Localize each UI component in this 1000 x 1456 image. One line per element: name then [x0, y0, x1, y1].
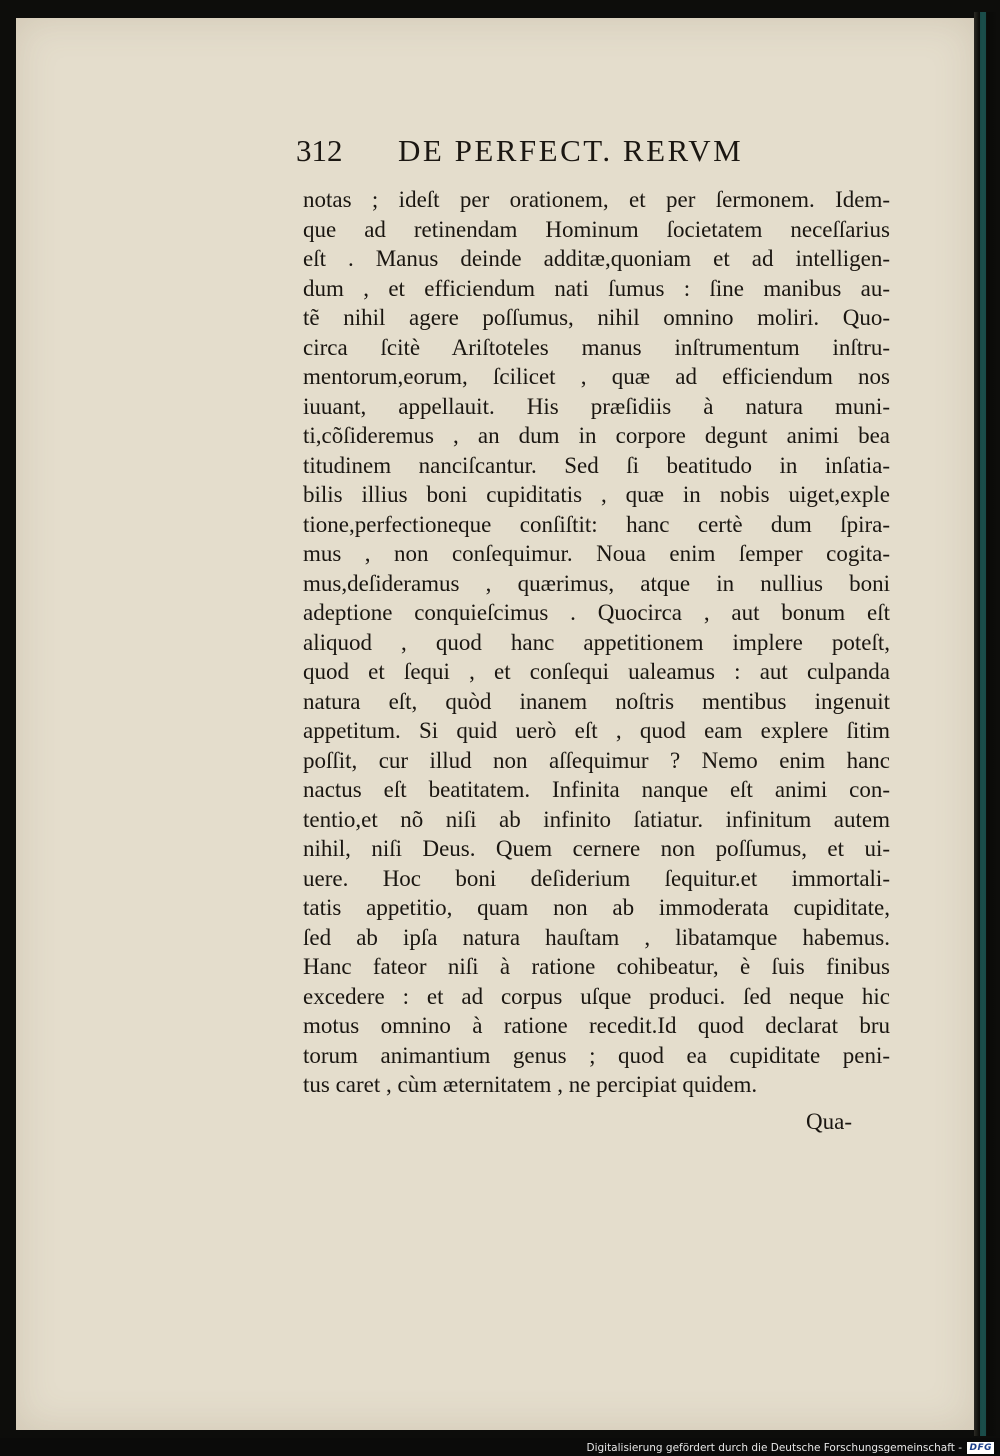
text-line: nactus eſt beatitatem. Infinita nanque eſt animi con-: [303, 777, 890, 802]
text-line: dum , et efficiendum nati ſumus : ſine manibus au-: [303, 275, 890, 301]
text-line: mus,deſideramus , quærimus, atque in nullius boni: [303, 570, 890, 596]
digitization-credit: Digitalisierung gefördert durch die Deutsche Forschungsgemeinschaft -: [586, 1442, 962, 1454]
page-header: [296, 131, 796, 171]
text-line: ſed ab ipſa natura hauſtam , libatamque habemus.: [303, 924, 890, 950]
text-line: tentio,et nõ niſi ab infinito ſatiatur. infinitum autem: [303, 806, 890, 832]
body-text: [303, 185, 890, 1100]
edge-stripe: [980, 12, 986, 1436]
text-line: aliquod , quod hanc appetitionem implere poteſt,: [303, 629, 890, 655]
text-line: tus caret , cùm æternitatem , ne percipiat quidem.: [303, 1072, 758, 1097]
text-line: adeptione conquieſcimus . Quocirca , aut bonum eſt: [303, 600, 890, 625]
text-line: tatis appetitio, quam non ab immoderata cupiditate,: [303, 895, 890, 920]
text-line: circa ſcitè Ariſtoteles manus inſtrumentum inſtru-: [303, 334, 890, 360]
text-line: torum animantium genus ; quod ea cupiditate peni-: [303, 1042, 890, 1068]
text-line: que ad retinendam Hominum ſocietatem neceſſarius: [303, 216, 890, 242]
text-line: uere. Hoc boni deſiderium ſequitur.et immortali-: [303, 865, 890, 891]
catchword: Qua-: [806, 1109, 852, 1134]
text-line: titudinem nanciſcantur. Sed ſi beatitudo in inſatia-: [303, 452, 890, 478]
text-line: appetitum. Si quid uerò eſt , quod eam explere ſitim: [303, 718, 890, 743]
text-line: mus , non conſequimur. Noua enim ſemper cogita-: [303, 541, 890, 566]
text-line: Hanc fateor niſi à ratione cohibeatur, è ſuis finibus: [303, 954, 890, 979]
text-line: tẽ nihil agere poſſumus, nihil omnino moliri. Quo-: [303, 305, 890, 330]
text-line: natura eſt, quòd inanem noſtris mentibus ingenuit: [303, 688, 890, 714]
text-line: mentorum,eorum, ſcilicet , quæ ad efficiendum nos: [303, 364, 890, 389]
text-line: ti,cõſideremus , an dum in corpore degunt animi bea: [303, 423, 890, 448]
text-line: excedere : et ad corpus uſque produci. ſed neque hic: [303, 983, 890, 1009]
page-edge: [974, 12, 996, 1436]
text-line: eſt . Manus deinde additæ,quoniam et ad intelligen-: [303, 246, 890, 271]
page-number: 312: [296, 133, 343, 168]
text-line: nihil, niſi Deus. Quem cernere non poſſumus, et ui-: [303, 836, 890, 861]
text-line: notas ; ideſt per orationem, et per ſermonem. Idem-: [303, 187, 890, 212]
text-line: quod et ſequi , et conſequi ualeamus : aut culpanda: [303, 659, 890, 684]
text-line: poſſit, cur illud non aſſequimur ? Nemo enim hanc: [303, 747, 890, 773]
text-line: bilis illius boni cupiditatis , quæ in nobis uiget,exple: [303, 482, 890, 507]
text-line: tione,perfectioneque conſiſtit: hanc certè dum ſpira-: [303, 511, 890, 537]
running-head: DE PERFECT. RERVM: [398, 133, 744, 168]
dfg-logo-icon: DFG: [969, 1443, 992, 1453]
text-line: iuuant, appellauit. His præſidiis à natura muni-: [303, 393, 890, 419]
text-line: motus omnino à ratione recedit.Id quod declarat bru: [303, 1013, 890, 1038]
